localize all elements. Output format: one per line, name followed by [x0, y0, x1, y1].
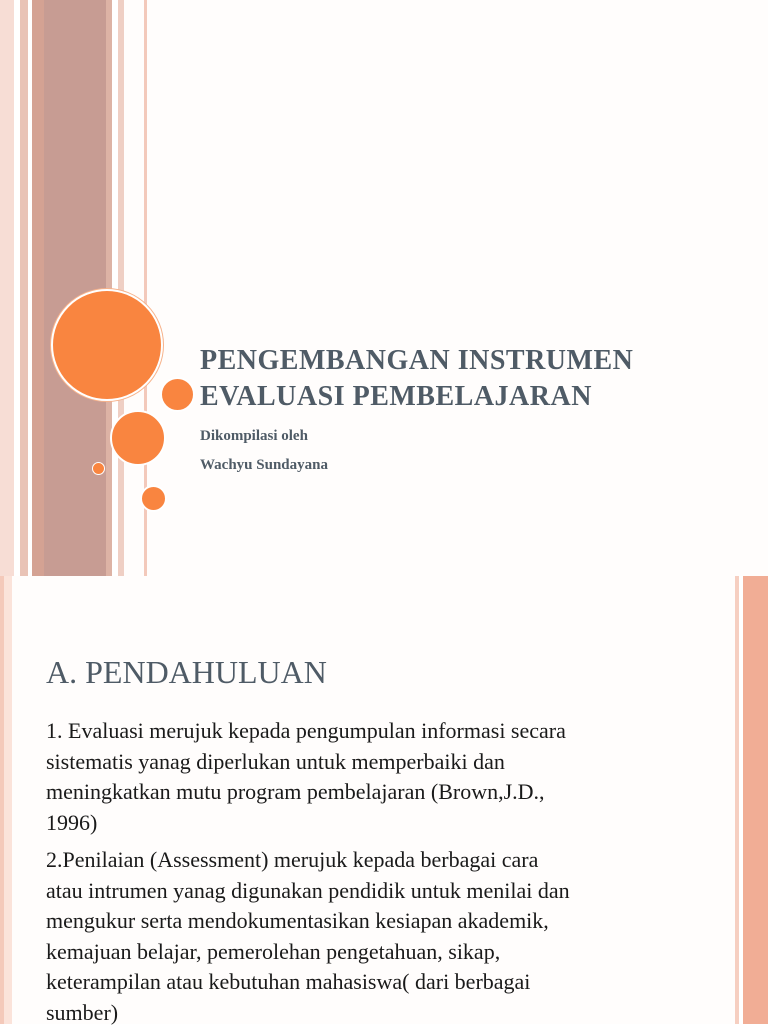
slide-title-line-2: EVALUASI PEMBELAJARAN — [200, 381, 592, 412]
decorative-stripe — [743, 576, 768, 1024]
point-1-line: meningkatkan mutu program pembelajaran (Brown,J.D., — [46, 779, 545, 804]
point-1-line: sistematis yanag diperlukan untuk memperbaiki dan — [46, 748, 505, 774]
subtitle-author: Wachyu Sundayana — [200, 457, 328, 473]
decorative-stripe — [4, 576, 12, 1024]
decorative-circle-tiny — [92, 462, 105, 475]
point-2-line: keterampilan atau kebutuhan mahasiswa( dari berbagai — [46, 969, 531, 994]
decorative-stripe — [118, 0, 124, 576]
decorative-stripe — [32, 0, 44, 576]
point-1-line: 1. Evaluasi merujuk kepada pengumpulan informasi secara — [46, 718, 566, 743]
point-2-line: 2.Penilaian (Assessment) merujuk kepada berbagai cara — [46, 847, 539, 872]
section-heading: A. PENDAHULUAN — [46, 654, 327, 690]
slide-title-line-1: PENGEMBANGAN INSTRUMEN — [200, 345, 634, 376]
point-1-line: 1996) — [46, 809, 98, 835]
decorative-circle-large — [51, 289, 163, 401]
slide-title — [200, 343, 740, 415]
subtitle-compiled-by: Dikompilasi oleh — [200, 428, 308, 444]
decorative-circle-small — [160, 377, 195, 412]
point-2-line: kemajuan belajar, pemerolehan pengetahuan, sikap, — [46, 938, 501, 964]
point-1-paragraph — [46, 716, 696, 838]
point-2-line: sumber) — [46, 999, 119, 1025]
point-2-line: atau intrumen yanag digunakan pendidik untuk menilai dan — [46, 877, 570, 903]
point-2-paragraph — [46, 845, 696, 1028]
decorative-stripe — [0, 0, 14, 576]
decorative-circle-medium — [110, 410, 166, 466]
decorative-circle-small — [140, 485, 167, 512]
point-2-line: mengukur serta mendokumentasikan kesiapan akademik, — [46, 908, 549, 933]
decorative-stripe — [44, 0, 106, 576]
decorative-stripe — [20, 0, 28, 576]
